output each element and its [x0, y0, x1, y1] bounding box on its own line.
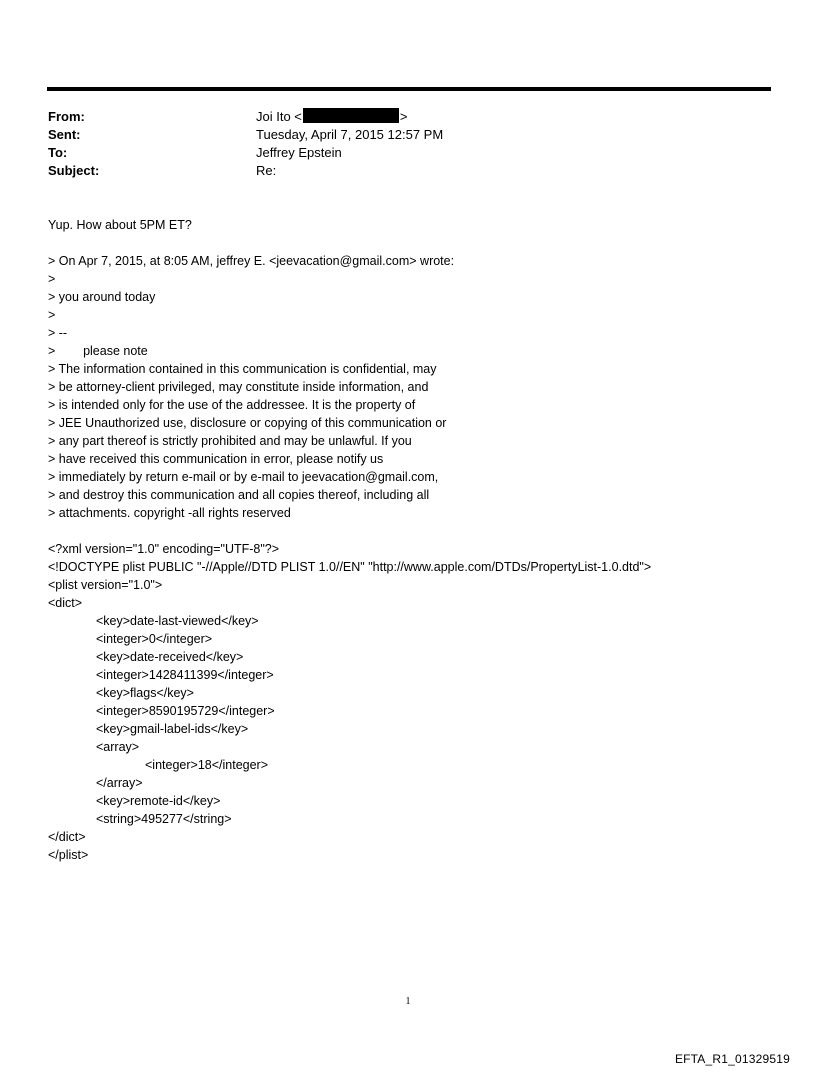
- xml-entry: <key>date-received</key>: [96, 650, 244, 664]
- quoted-line: >: [48, 272, 56, 286]
- xml-entry: <key>flags</key>: [96, 686, 194, 700]
- quoted-line: > immediately by return e-mail or by e-mail to jeevacation@gmail.com,: [48, 470, 439, 484]
- page-number: 1: [405, 996, 411, 1007]
- header-rule: [47, 87, 771, 91]
- sent-row: [48, 126, 768, 144]
- spacer: [48, 522, 768, 540]
- xml-plist-block: [48, 540, 768, 864]
- subject-value: Re:: [256, 163, 277, 178]
- xml-entry: <integer>0</integer>: [96, 632, 213, 646]
- xml-entry: <key>gmail-label-ids</key>: [96, 722, 249, 736]
- xml-entry: <key>remote-id</key>: [96, 794, 221, 808]
- quoted-line: > any part thereof is strictly prohibited and may be unlawful. If you: [48, 434, 412, 448]
- from-close: >: [399, 109, 408, 124]
- xml-dict-close: </dict>: [48, 830, 86, 844]
- redaction-box: [303, 108, 399, 123]
- spacer: [48, 234, 768, 252]
- xml-plist-close: </plist>: [48, 848, 89, 862]
- from-row: [48, 108, 768, 126]
- quoted-line: > On Apr 7, 2015, at 8:05 AM, jeffrey E. <jeevacation@gmail.com> wrote:: [48, 254, 455, 268]
- xml-dict-open: <dict>: [48, 596, 83, 610]
- quoted-line: > and destroy this communication and all copies thereof, including all: [48, 488, 430, 502]
- quoted-line: > you around today: [48, 290, 156, 304]
- xml-entry: <integer>8590195729</integer>: [96, 704, 275, 718]
- xml-declaration: <?xml version="1.0" encoding="UTF-8"?>: [48, 542, 280, 556]
- xml-entry: <integer>1428411399</integer>: [96, 668, 274, 682]
- xml-entry: <string>495277</string>: [96, 812, 232, 826]
- from-name: Joi Ito <: [256, 109, 302, 124]
- to-row: [48, 144, 768, 162]
- xml-array-item: <integer>18</integer>: [145, 758, 269, 772]
- email-header: [48, 108, 768, 180]
- to-label: To:: [48, 145, 68, 160]
- quoted-line: > attachments. copyright -all rights reserved: [48, 506, 291, 520]
- reply-text: Yup. How about 5PM ET?: [48, 218, 192, 232]
- from-label: From:: [48, 109, 85, 124]
- subject-row: [48, 162, 768, 180]
- xml-plist-open: <plist version="1.0">: [48, 578, 163, 592]
- xml-entry: <array>: [96, 740, 140, 754]
- xml-entry: <key>date-last-viewed</key>: [96, 614, 259, 628]
- quoted-line: > The information contained in this communication is confidential, may: [48, 362, 437, 376]
- subject-label: Subject:: [48, 163, 100, 178]
- xml-entry: </array>: [96, 776, 143, 790]
- xml-doctype: <!DOCTYPE plist PUBLIC "-//Apple//DTD PLIST 1.0//EN" "http://www.apple.com/DTDs/PropertyList-1.0.dtd">: [48, 560, 652, 574]
- quoted-message: [48, 252, 768, 522]
- quoted-line: > be attorney-client privileged, may constitute inside information, and: [48, 380, 429, 394]
- quoted-line: > please note: [48, 344, 148, 358]
- document-id: EFTA_R1_01329519: [674, 1052, 790, 1066]
- quoted-line: > JEE Unauthorized use, disclosure or copying of this communication or: [48, 416, 447, 430]
- to-value: Jeffrey Epstein: [256, 145, 342, 160]
- quoted-line: > --: [48, 326, 68, 340]
- quoted-line: > have received this communication in error, please notify us: [48, 452, 384, 466]
- from-value: [256, 108, 407, 126]
- quoted-line: >: [48, 308, 56, 322]
- email-body: [48, 216, 768, 864]
- quoted-line: > is intended only for the use of the addressee. It is the property of: [48, 398, 416, 412]
- sent-label: Sent:: [48, 127, 81, 142]
- sent-value: Tuesday, April 7, 2015 12:57 PM: [256, 127, 444, 142]
